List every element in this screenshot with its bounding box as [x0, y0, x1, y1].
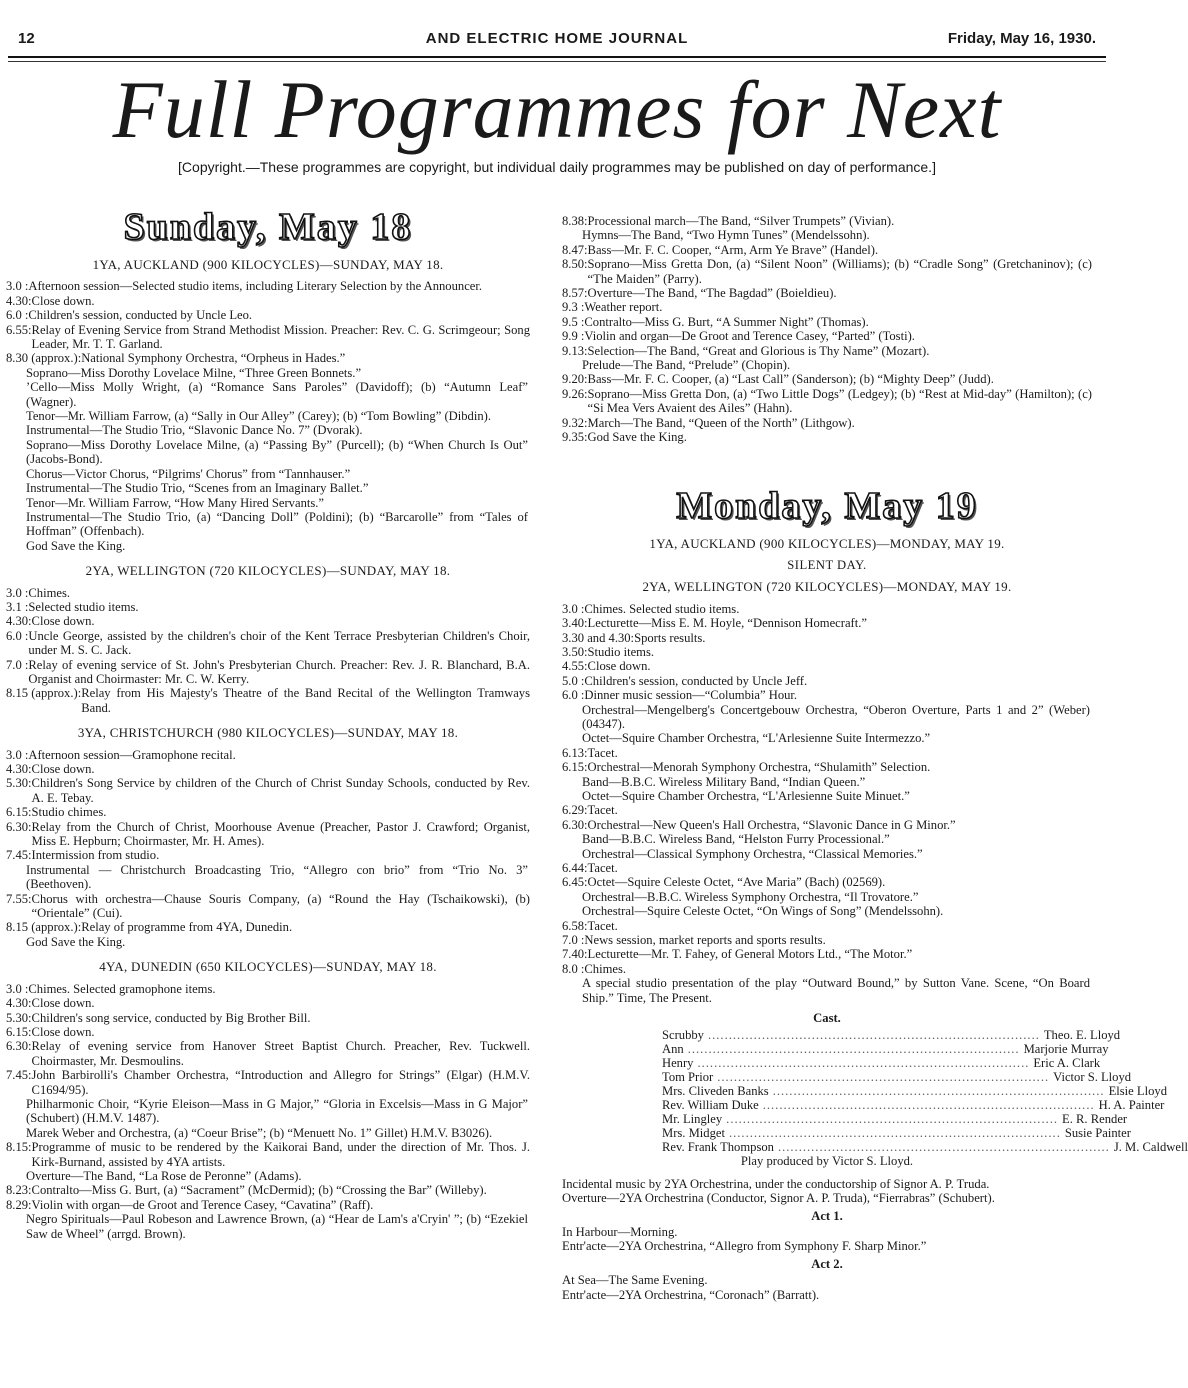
schedule-subentry: Band—B.B.C. Wireless Band, “Helston Furry Processional.”: [582, 832, 890, 847]
entry-text: Children's session, conducted by Uncle Jeff.: [584, 673, 808, 688]
entry-time: 6.45:: [562, 875, 588, 890]
entry-time: 3.30 and 4.30:: [562, 630, 635, 645]
entry-text: Chimes.: [28, 585, 71, 600]
schedule-entry: [6, 1039, 530, 1068]
entry-time: 6.58:: [562, 918, 588, 933]
entry-time: 8.29:: [6, 1197, 32, 1212]
entry-text: Close down.: [31, 1024, 95, 1039]
station-heading-2ya-monday: 2YA, WELLINGTON (720 KILOCYCLES)—MONDAY, MAY 19.: [642, 579, 1012, 595]
leader-dots: ................................................................................: [728, 1126, 1061, 1141]
entry-time: 3.0 :: [562, 601, 585, 616]
silent-day-note: SILENT DAY.: [787, 557, 867, 572]
schedule-subentry: Octet—Squire Chamber Orchestra, “L'Arlesienne Suite Minuet.”: [582, 789, 910, 803]
entry-text: Intermission from studio.: [31, 848, 160, 863]
entry-time: 8.47:: [562, 242, 588, 257]
act-2-title: Act 2.: [811, 1256, 843, 1271]
entry-text: Close down.: [31, 293, 95, 308]
entry-text: Octet—Squire Celeste Octet, “Ave Maria” (Bach) (02569).: [587, 875, 886, 890]
entry-time: 4.55:: [562, 659, 588, 674]
schedule-subentry: ’Cello—Miss Molly Wright, (a) “Romance Sans Paroles” (Davidoff); (b) “Autumn Leaf” (Wagner).: [26, 380, 528, 409]
schedule-subentry: Octet—Squire Chamber Orchestra, “L'Arlesienne Suite Intermezzo.”: [582, 731, 931, 746]
entry-text: God Save the King.: [587, 430, 687, 445]
cast-row: [662, 1083, 1167, 1098]
schedule-subentry: Instrumental—The Studio Trio, “Scenes from an Imaginary Ballet.”: [26, 481, 369, 496]
cast-role: Tom Prior: [662, 1069, 714, 1084]
entry-text: Close down.: [31, 614, 95, 629]
entry-time: 9.32:: [562, 415, 588, 430]
schedule-entry: [562, 688, 1092, 702]
entry-text: Relay from His Majesty's Theatre of the Band Recital of the Wellington Tramways Band.: [81, 686, 530, 715]
schedule-entry: [6, 776, 530, 805]
schedule-entry: [562, 430, 1092, 444]
cast-actor: Susie Painter: [1064, 1126, 1131, 1141]
schedule-entry: [562, 416, 1092, 430]
entry-time: 6.30:: [562, 817, 588, 832]
schedule-entry: [6, 762, 530, 776]
entry-text: Violin and organ—De Groot and Terence Casey, “Parted” (Tosti).: [584, 329, 915, 344]
entry-text: Contralto—Miss G. Burt, (a) “Sacrament” (McDermid); (b) “Crossing the Bar” (Willeby).: [31, 1183, 487, 1198]
schedule-entry: [6, 586, 530, 600]
schedule-subentry: Marek Weber and Orchestra, (a) “Coeur Brise”; (b) “Menuett No. 1” Gillet) H.M.V. B3026).: [26, 1125, 493, 1140]
entry-time: 8.23:: [6, 1183, 32, 1198]
schedule-entry: [562, 372, 1092, 386]
schedule-entry: [6, 805, 530, 819]
schedule-entry: [6, 1068, 530, 1097]
entry-text: Studio chimes.: [31, 805, 107, 820]
production-credit: Play produced by Victor S. Lloyd.: [740, 1154, 914, 1169]
schedule-entry: [562, 659, 1092, 673]
cast-row: [662, 1140, 1188, 1155]
schedule-entry: [6, 848, 530, 862]
schedule-entry: [6, 658, 530, 687]
entry-text: Orchestral—Menorah Symphony Orchestra, “Shulamith” Selection.: [587, 760, 931, 775]
entry-time: 5.30:: [6, 1010, 32, 1025]
day-title-sunday: Sunday, May 18: [123, 206, 413, 248]
schedule-entry: [6, 748, 530, 762]
cast-actor: J. M. Caldwell: [1113, 1140, 1188, 1155]
schedule-entry: [562, 962, 1092, 976]
act-1-entracte: Entr'acte—2YA Orchestrina, “Allegro from Symphony F. Sharp Minor.”: [562, 1239, 927, 1254]
entry-text: Lecturette—Miss E. M. Hoyle, “Dennison Homecraft.”: [587, 616, 867, 631]
entry-time: 7.40:: [562, 947, 588, 962]
cast-actor: Victor S. Lloyd: [1053, 1069, 1132, 1084]
schedule-subentry: Philharmonic Choir, “Kyrie Eleison—Mass in G Major,” “Gloria in Excelsis—Mass in G Major” (Schubert) (H.M.V. 1487).: [26, 1096, 528, 1126]
station-section: [6, 258, 530, 553]
schedule-entry: [562, 674, 1092, 688]
cast-row: [662, 1097, 1165, 1112]
schedule-entry: [562, 257, 1092, 286]
schedule-entry: [562, 286, 1092, 300]
entry-time: 6.15:: [6, 805, 32, 820]
entry-time: 9.26:: [562, 386, 588, 401]
page-number: 12: [18, 30, 35, 47]
entry-time: 6.13:: [562, 745, 588, 760]
entry-text: Programme of music to be rendered by the Kaikorai Band, under the direction of Mr. Thos. J. Kirk-Burnand, assisted by 4YA artists.: [31, 1140, 530, 1169]
entry-time: 8.15 (approx.):: [6, 686, 82, 701]
entry-time: 8.38:: [562, 214, 588, 228]
leader-dots: ................................................................................: [772, 1083, 1105, 1098]
station-section: [6, 564, 530, 715]
cast-actor: Eric A. Clark: [1033, 1055, 1101, 1070]
entry-text: Chorus with orchestra—Chause Souris Company, (a) “Round the Hay (Tschaikowski), (b) “Orientale” (Cui).: [31, 891, 530, 921]
entry-text: Soprano—Miss Gretta Don, (a) “Silent Noon” (Williams); (b) “Cradle Song” (Gretchaninov); (c) “The Maiden” (Parry).: [587, 257, 1092, 286]
schedule-entry: [562, 631, 1092, 645]
entry-text: Relay from the Church of Christ, Moorhouse Avenue (Preacher, Pastor J. Crawford; Organist, Miss E. Hepburn; Choirmaster, Mr. H. Ames).: [31, 819, 530, 849]
act-1-scene: In Harbour—Morning.: [562, 1224, 678, 1239]
schedule-entry: [562, 760, 1092, 774]
leader-dots: ................................................................................: [717, 1069, 1050, 1084]
schedule-entry: [562, 387, 1092, 416]
schedule-subentry: Negro Spirituals—Paul Robeson and Lawrence Brown, (a) “Hear de Lam's a'Cryin' ”; (b) “Ezekiel Saw de Wheel” (arrgd. Brown).: [26, 1212, 528, 1241]
entry-text: Tacet.: [587, 745, 618, 760]
sunday-continued-schedule: [562, 214, 1092, 445]
leader-dots: ................................................................................: [726, 1112, 1059, 1127]
cast-actor: Marjorie Murray: [1023, 1041, 1109, 1056]
entry-text: Sports results.: [634, 630, 706, 645]
station-heading: 1YA, AUCKLAND (900 KILOCYCLES)—SUNDAY, MAY 18.: [92, 257, 444, 272]
cast-role: Mrs. Midget: [662, 1126, 725, 1141]
entry-text: Close down.: [31, 996, 95, 1011]
schedule-entry: [6, 351, 530, 365]
cast-row: [662, 1069, 1132, 1084]
station-heading: 2YA, WELLINGTON (720 KILOCYCLES)—SUNDAY, MAY 18.: [85, 563, 451, 579]
entry-time: 3.1 :: [6, 599, 29, 614]
schedule-entry: [562, 933, 1092, 947]
act-2-scene: At Sea—The Same Evening.: [562, 1273, 708, 1288]
cast-role: Rev. William Duke: [662, 1097, 759, 1112]
copyright-notice: [Copyright.—These programmes are copyright, but individual daily programmes may be published on day of performance.]: [178, 159, 936, 175]
schedule-subentry: Chorus—Victor Chorus, “Pilgrims' Chorus” from “Tannhauser.”: [26, 466, 351, 481]
entry-text: Chimes.: [584, 961, 627, 976]
entry-text: Processional march—The Band, “Silver Trumpets” (Vivian).: [587, 214, 895, 228]
schedule-entry: [6, 996, 530, 1010]
entry-time: 9.3 :: [562, 300, 585, 315]
cast-role: Henry: [662, 1055, 694, 1070]
schedule-subentry: Soprano—Miss Dorothy Lovelace Milne, (a) “Passing By” (Purcell); (b) “When Church Is Out” (Jacobs-Bond).: [26, 437, 528, 467]
left-column: [6, 200, 530, 1241]
header-rule: [8, 56, 1106, 58]
station-heading: 4YA, DUNEDIN (650 KILOCYCLES)—SUNDAY, MAY 18.: [99, 959, 437, 975]
schedule-entry: [6, 920, 530, 934]
entry-text: Afternoon session—Gramophone recital.: [28, 747, 236, 762]
entry-text: News session, market reports and sports results.: [584, 933, 826, 948]
schedule-entry: [562, 746, 1092, 760]
schedule-subentry: Instrumental—The Studio Trio, (a) “Dancing Doll” (Poldini); (b) “Barcarolle” from “Tales of Hoffman” (Offenbach).: [26, 509, 528, 539]
entry-time: 6.0 :: [6, 628, 29, 643]
entry-time: 6.15:: [6, 1024, 32, 1039]
schedule-subentry: Orchestral—B.B.C. Wireless Symphony Orchestra, “Il Trovatore.”: [582, 889, 919, 904]
entry-text: Close down.: [587, 659, 651, 674]
entry-text: March—The Band, “Queen of the North” (Lithgow).: [587, 415, 855, 430]
cast-actor: H. A. Painter: [1098, 1097, 1165, 1112]
station-section: [6, 726, 530, 949]
entry-time: 6.0 :: [562, 688, 585, 703]
entry-time: 8.0 :: [562, 961, 585, 976]
schedule-entry: [6, 686, 530, 715]
schedule-entry: [6, 982, 530, 996]
schedule-entry: [6, 600, 530, 614]
entry-text: Contralto—Miss G. Burt, “A Summer Night” (Thomas).: [584, 314, 869, 329]
entry-text: Studio items.: [587, 644, 655, 659]
entry-text: Relay of evening service from Hanover Street Baptist Church. Preacher, Rev. Tuckwell. Choirmaster, Mr. Desmoulins.: [31, 1039, 530, 1068]
entry-time: 3.0 :: [6, 279, 29, 294]
entry-text: Violin with organ—de Groot and Terence Casey, “Cavatina” (Raff).: [31, 1197, 374, 1212]
entry-text: Selection—The Band, “Great and Glorious is Thy Name” (Mozart).: [587, 343, 930, 358]
entry-time: 3.0 :: [6, 981, 29, 996]
leader-dots: ................................................................................: [762, 1097, 1095, 1112]
monday-schedule: [562, 602, 1092, 1005]
entry-text: Bass—Mr. F. C. Cooper, (a) “Last Call” (Sanderson); (b) “Mighty Deep” (Judd).: [587, 372, 994, 387]
schedule-entry: [562, 818, 1092, 832]
entry-text: Relay of evening service of St. John's Presbyterian Church. Preacher: Rev. J. R. Blanchard, B.A. Organist and Choirmaster: Mr. C. W. Kerry.: [28, 657, 530, 686]
entry-time: 3.40:: [562, 616, 588, 631]
entry-text: John Barbirolli's Chamber Orchestra, “Introduction and Allegro for Strings” (Elgar) (H.M.V. C1694/95).: [31, 1068, 530, 1097]
entry-text: Chimes. Selected gramophone items.: [28, 981, 216, 996]
entry-time: 3.50:: [562, 644, 588, 659]
cast-role: Rev. Frank Thompson: [662, 1140, 774, 1155]
leader-dots: ................................................................................: [697, 1055, 1030, 1070]
schedule-entry: [562, 875, 1092, 889]
entry-time: 8.15:: [6, 1140, 32, 1155]
schedule-entry: [562, 861, 1092, 875]
entry-time: 6.55:: [6, 322, 32, 337]
entry-text: Tacet.: [587, 803, 618, 818]
entry-time: 8.15 (approx.):: [6, 920, 82, 935]
entry-text: Lecturette—Mr. T. Fahey, of General Motors Ltd., “The Motor.”: [587, 947, 913, 962]
schedule-entry: [6, 1140, 530, 1169]
sunday-stations: [6, 258, 530, 1241]
schedule-entry: [6, 1198, 530, 1212]
entry-text: Relay of programme from 4YA, Dunedin.: [81, 920, 293, 935]
day-title-monday: Monday, May 19: [676, 484, 978, 527]
schedule-subentry: Orchestral—Squire Celeste Octet, “On Wings of Song” (Mendelssohn).: [582, 904, 944, 919]
entry-time: 7.45:: [6, 848, 32, 863]
schedule-subentry: Prelude—The Band, “Prelude” (Chopin).: [582, 358, 791, 373]
schedule-entry: [562, 803, 1092, 817]
entry-time: 4.30:: [6, 293, 32, 308]
schedule-subentry: Instrumental — Christchurch Broadcasting Trio, “Allegro con brio” from “Trio No. 3” (Beethoven).: [26, 862, 528, 892]
cast-role: Scrubby: [662, 1027, 704, 1042]
entry-time: 4.30:: [6, 762, 32, 776]
entry-time: 5.0 :: [562, 673, 585, 688]
entry-text: Selected studio items.: [28, 599, 139, 614]
station-heading: 3YA, CHRISTCHURCH (980 KILOCYCLES)—SUNDAY, MAY 18.: [77, 725, 459, 741]
station-schedule: [6, 982, 530, 1241]
schedule-entry: [6, 308, 530, 322]
schedule-subentry: Band—B.B.C. Wireless Military Band, “Indian Queen.”: [582, 774, 866, 789]
entry-text: Orchestral—New Queen's Hall Orchestra, “Slavonic Dance in G Minor.”: [587, 817, 956, 832]
entry-time: 8.30 (approx.):: [6, 351, 82, 366]
schedule-subentry: Orchestral—Mengelberg's Concertgebouw Orchestra, “Oberon Overture, Parts 1 and 2” (Weber) (04347).: [582, 702, 1090, 731]
entry-text: Relay of Evening Service from Strand Methodist Mission. Preacher: Rev. C. G. Scrimgeour; Song Leader, Mr. T. T. Garland.: [31, 322, 530, 352]
entry-time: 7.0 :: [562, 933, 585, 948]
schedule-entry: [562, 645, 1092, 659]
schedule-entry: [6, 629, 530, 658]
entry-time: 6.15:: [562, 760, 588, 775]
schedule-entry: [562, 919, 1092, 933]
entry-time: 7.55:: [6, 891, 32, 906]
entry-text: National Symphony Orchestra, “Orpheus in Hades.”: [81, 351, 346, 366]
schedule-entry: [6, 279, 530, 293]
station-schedule: [6, 586, 530, 716]
schedule-entry: [6, 294, 530, 308]
journal-title: AND ELECTRIC HOME JOURNAL: [425, 30, 689, 47]
schedule-entry: [562, 602, 1092, 616]
schedule-subentry: Instrumental—The Studio Trio, “Slavonic Dance No. 7” (Dvorak).: [26, 423, 363, 438]
entry-time: 4.30:: [6, 614, 32, 629]
header-rule-thin: [8, 61, 1106, 62]
schedule-subentry: Tenor—Mr. William Farrow, “How Many Hired Servants.”: [26, 495, 324, 510]
schedule-entry: [6, 820, 530, 849]
entry-text: Dinner music session—“Columbia” Hour.: [584, 688, 798, 703]
act-2-entracte: Entr'acte—2YA Orchestrina, “Coronach” (Barratt).: [562, 1287, 820, 1302]
leader-dots: ................................................................................: [707, 1027, 1040, 1042]
entry-time: 9.5 :: [562, 314, 585, 329]
incidental-music-note: Incidental music by 2YA Orchestrina, under the conductorship of Signor A. P. Truda.: [562, 1176, 990, 1191]
cast-actor: E. R. Render: [1062, 1112, 1128, 1127]
entry-time: 6.29:: [562, 803, 588, 818]
station-schedule: [6, 279, 530, 553]
entry-text: Soprano—Miss Gretta Don, (a) “Two Little Dogs” (Ledgey); (b) “Rest at Mid-day” (Hamilton); (c) “Si Mea Vers Avaient des Ailes” (Hahn).: [587, 386, 1092, 416]
act-1-title: Act 1.: [811, 1208, 843, 1223]
entry-time: 9.9 :: [562, 329, 585, 344]
issue-date: Friday, May 16, 1930.: [947, 30, 1096, 47]
schedule-subentry: Soprano—Miss Dorothy Lovelace Milne, “Three Green Bonnets.”: [26, 365, 362, 380]
cast-title: Cast.: [813, 1011, 841, 1026]
cast-row: [662, 1055, 1101, 1070]
schedule-subentry: Hymns—The Band, “Two Hymn Tunes” (Mendelssohn).: [582, 228, 870, 243]
schedule-entry: [562, 616, 1092, 630]
entry-time: 5.30:: [6, 776, 32, 791]
cast-row: [662, 1112, 1128, 1127]
schedule-entry: [6, 1183, 530, 1197]
schedule-entry: [562, 344, 1092, 358]
schedule-entry: [562, 315, 1092, 329]
right-column: [562, 214, 1188, 1302]
entry-text: Overture—The Band, “The Bagdad” (Boieldieu).: [587, 286, 837, 301]
entry-time: 9.35:: [562, 430, 588, 445]
schedule-entry: [6, 323, 530, 352]
cast-actor: Elsie Lloyd: [1108, 1083, 1167, 1098]
schedule-subentry: Tenor—Mr. William Farrow, (a) “Sally in Our Alley” (Carey); (b) “Tom Bowling” (Dibdin).: [26, 409, 491, 424]
schedule-entry: [562, 243, 1092, 257]
schedule-subentry: A special studio presentation of the play “Outward Bound,” by Sutton Vane. Scene, “On Board Ship.” Time, The Present.: [582, 976, 1090, 1005]
cast-row: [662, 1027, 1121, 1042]
schedule-subentry: God Save the King.: [26, 538, 126, 553]
entry-text: Close down.: [31, 762, 95, 776]
entry-time: 6.30:: [6, 819, 32, 834]
schedule-entry: [6, 1025, 530, 1039]
leader-dots: ................................................................................: [777, 1140, 1110, 1155]
station-section: [6, 960, 530, 1241]
cast-row: [662, 1126, 1131, 1141]
schedule-entry: [6, 614, 530, 628]
entry-time: 6.44:: [562, 861, 588, 876]
overture-line: Overture—2YA Orchestrina (Conductor, Signor A. P. Truda), “Fierrabras” (Schubert).: [562, 1191, 995, 1206]
entry-text: Bass—Mr. F. C. Cooper, “Arm, Arm Ye Brave” (Handel).: [587, 242, 879, 257]
entry-text: Children's session, conducted by Uncle Leo.: [28, 308, 253, 323]
entry-text: Weather report.: [584, 300, 663, 315]
schedule-entry: [562, 300, 1092, 314]
entry-time: 3.0 :: [6, 585, 29, 600]
cast-actor: Theo. E. Lloyd: [1043, 1027, 1121, 1042]
entry-time: 3.0 :: [6, 747, 29, 762]
entry-time: 6.0 :: [6, 308, 29, 323]
page-header: [18, 30, 1096, 52]
entry-text: Tacet.: [587, 918, 618, 933]
entry-time: 8.57:: [562, 286, 588, 301]
entry-text: Tacet.: [587, 861, 618, 876]
entry-time: 9.13:: [562, 343, 588, 358]
cast-role: Ann: [662, 1041, 684, 1056]
station-schedule: [6, 748, 530, 950]
schedule-subentry: Orchestral—Classical Symphony Orchestra, “Classical Memories.”: [582, 846, 923, 861]
headline: Full Programmes for Next: [112, 64, 1002, 155]
schedule-entry: [562, 947, 1092, 961]
entry-time: 6.30:: [6, 1039, 32, 1054]
schedule-subentry: God Save the King.: [26, 934, 126, 949]
leader-dots: ................................................................................: [687, 1041, 1020, 1056]
cast-row: [662, 1041, 1109, 1056]
entry-text: Afternoon session—Selected studio items, including Literary Selection by the Announcer.: [28, 279, 483, 294]
cast-role: Mrs. Cliveden Banks: [662, 1083, 769, 1098]
schedule-entry: [562, 214, 1092, 228]
entry-text: Children's Song Service by children of the Church of Christ Sunday Schools, conducted by Rev. A. E. Tebay.: [31, 776, 530, 805]
entry-time: 7.0 :: [6, 657, 29, 672]
station-heading-1ya-monday: 1YA, AUCKLAND (900 KILOCYCLES)—MONDAY, MAY 19.: [649, 535, 1005, 551]
schedule-entry: [6, 1011, 530, 1025]
entry-text: Children's song service, conducted by Big Brother Bill.: [31, 1010, 311, 1025]
entry-text: Chimes. Selected studio items.: [584, 601, 740, 616]
column-spacer: [562, 445, 1092, 479]
schedule-subentry: Overture—The Band, “La Rose de Peronne” (Adams).: [26, 1168, 302, 1183]
entry-time: 9.20:: [562, 372, 588, 387]
entry-text: Uncle George, assisted by the children's choir of the Kent Terrace Presbyterian Children's Choir, under M. S. C. Jack.: [28, 628, 530, 658]
schedule-entry: [562, 329, 1092, 343]
schedule-entry: [6, 892, 530, 921]
cast-role: Mr. Lingley: [662, 1112, 723, 1127]
entry-time: 4.30:: [6, 996, 32, 1011]
entry-time: 7.45:: [6, 1068, 32, 1083]
entry-time: 8.50:: [562, 257, 588, 272]
cast-list: [562, 1027, 1188, 1155]
